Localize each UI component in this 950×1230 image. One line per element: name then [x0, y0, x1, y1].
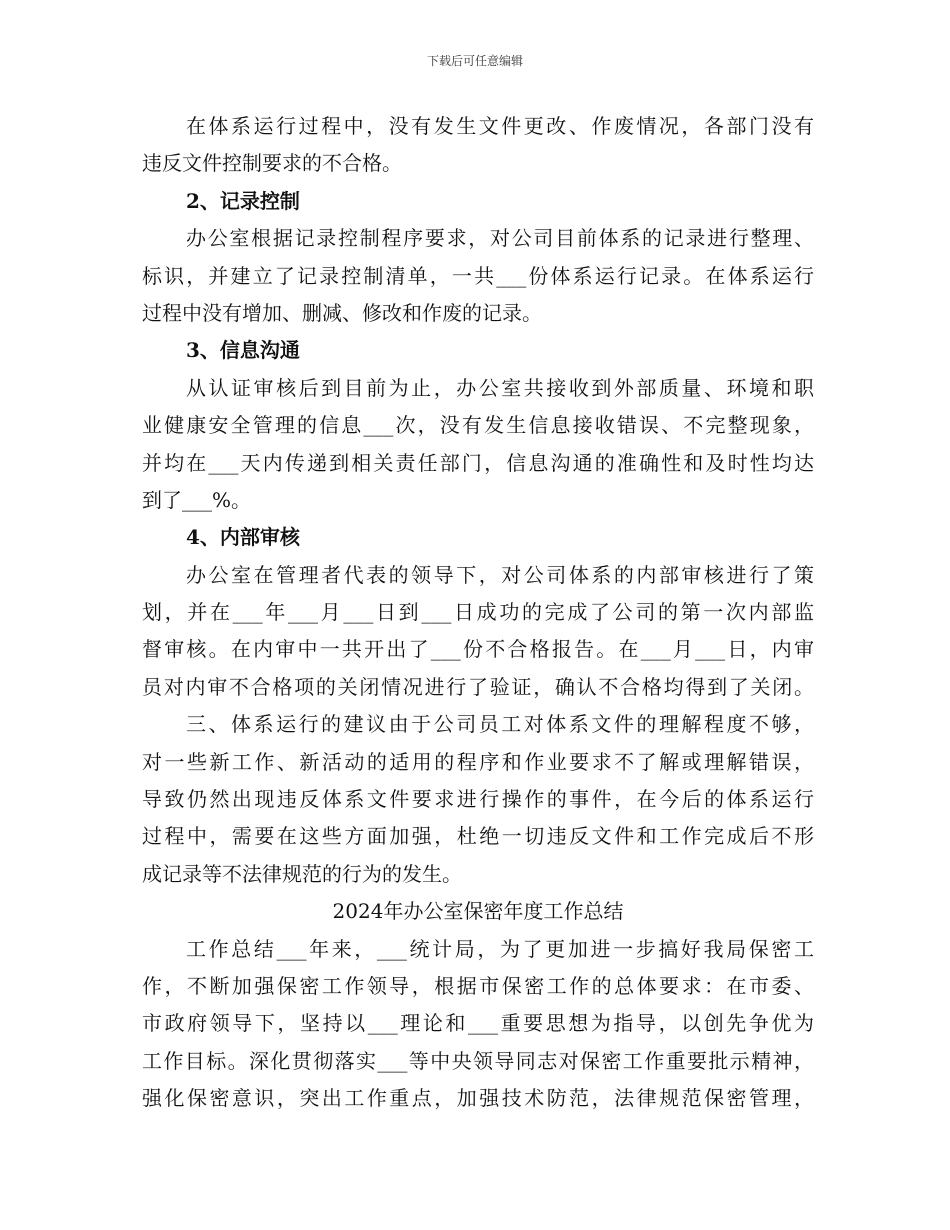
- document-title: 2024年办公室保密年度工作总结: [332, 899, 624, 924]
- section-heading: 4、内部审核: [186, 525, 300, 550]
- paragraph-line: 对一些新工作、新活动的适用的程序和作业要求不了解或理解错误，: [142, 749, 814, 774]
- paragraph-line: 工作目标。深化贯彻落实___等中央领导同志对保密工作重要批示精神，: [142, 1048, 814, 1073]
- paragraph-line: 并均在___天内传递到相关责任部门，信息沟通的准确性和及时性均达: [142, 450, 814, 475]
- section-heading: 3、信息沟通: [186, 338, 300, 363]
- paragraph-line: 到了___%。: [142, 487, 252, 512]
- paragraph-line: 市政府领导下，坚持以___理论和___重要思想为指导，以创先争优为: [142, 1011, 814, 1036]
- paragraph-line: 标识，并建立了记录控制清单，一共___份体系运行记录。在体系运行: [142, 263, 814, 288]
- paragraph-line: 在体系运行过程中，没有发生文件更改、作废情况，各部门没有: [186, 114, 814, 138]
- paragraph-line: 违反文件控制要求的不合格。: [142, 151, 402, 176]
- paragraph-line: 员对内审不合格项的关闭情况进行了验证，确认不合格均得到了关闭。: [142, 674, 814, 699]
- paragraph-line: 划，并在___年___月___日到___日成功的完成了公司的第一次内部监: [142, 600, 814, 625]
- section-heading: 2、记录控制: [186, 188, 300, 213]
- paragraph-line: 办公室根据记录控制程序要求，对公司目前体系的记录进行整理、: [186, 226, 814, 251]
- document-body: [142, 108, 814, 1118]
- page-header: 下载后可任意编辑: [426, 54, 523, 68]
- paragraph-line: 成记录等不法律规范的行为的发生。: [142, 861, 462, 886]
- paragraph-line: 强化保密意识，突出工作重点，加强技术防范，法律规范保密管理，: [142, 1086, 814, 1111]
- paragraph-line: 过程中没有增加、删减、修改和作废的记录。: [142, 300, 542, 325]
- paragraph-line: 从认证审核后到目前为止，办公室共接收到外部质量、环境和职: [186, 375, 814, 400]
- paragraph-line: 作，不断加强保密工作领导，根据市保密工作的总体要求：在市委、: [142, 973, 814, 998]
- paragraph-line: 过程中，需要在这些方面加强，杜绝一切违反文件和工作完成后不形: [142, 824, 814, 849]
- paragraph-line: 业健康安全管理的信息___次，没有发生信息接收错误、不完整现象，: [142, 413, 814, 438]
- paragraph-line: 办公室在管理者代表的领导下，对公司体系的内部审核进行了策: [186, 562, 814, 587]
- paragraph-line: 三、体系运行的建议由于公司员工对体系文件的理解程度不够，: [186, 712, 814, 737]
- paragraph-line: 工作总结___年来，___统计局，为了更加进一步搞好我局保密工: [186, 936, 814, 961]
- paragraph-line: 督审核。在内审中一共开出了___份不合格报告。在___月___日，内审: [142, 637, 814, 662]
- paragraph-line: 导致仍然出现违反体系文件要求进行操作的事件，在今后的体系运行: [142, 787, 814, 812]
